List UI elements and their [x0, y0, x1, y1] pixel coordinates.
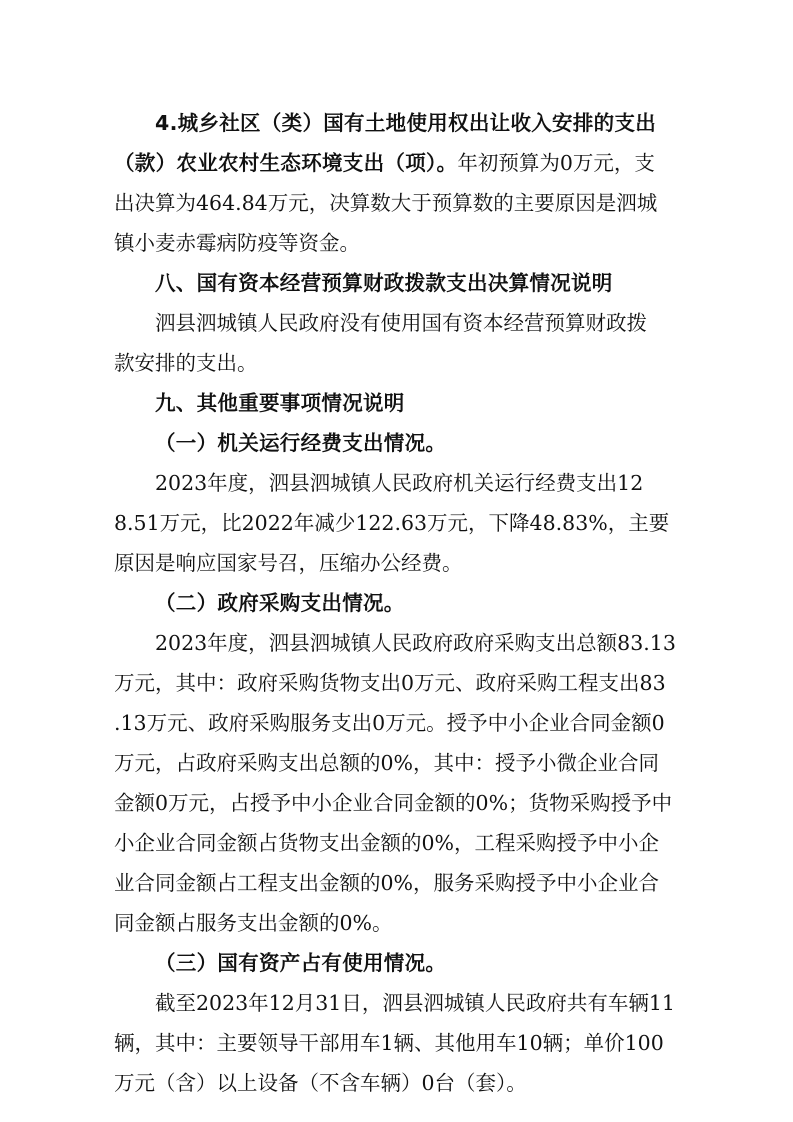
- section4-line2: [114, 143, 680, 183]
- section9-sub3-line3: 万元（含）以上设备（不含车辆）0台（套）。: [114, 1071, 527, 1095]
- section8-heading: 八、国有资本经营预算财政拨款支出决算情况说明: [155, 271, 613, 295]
- section9-sub1-heading: （一）机关运行经费支出情况。: [155, 431, 447, 455]
- section9-sub2-line8: 同金额占服务支出金额的0%。: [114, 911, 393, 935]
- section9-sub3-line2: 辆，其中：主要领导干部用车1辆、其他用车10辆；单价100: [114, 1031, 664, 1055]
- section9-sub1-line1: 2023年度，泗县泗城镇人民政府机关运行经费支出12: [155, 471, 644, 495]
- section4-text-line3: 出决算为464.84万元，决算数大于预算数的主要原因是泗城: [114, 191, 658, 215]
- section4-title-line2: （款）农业农村生态环境支出（项）。: [114, 151, 458, 175]
- section9-sub1-line2: 8.51万元，比2022年减少122.63万元，下降48.83%，主要: [114, 511, 670, 535]
- section9-heading: 九、其他重要事项情况说明: [155, 391, 405, 415]
- section4-text-line4: 镇小麦赤霉病防疫等资金。: [114, 231, 360, 255]
- section4-text-line2: 年初预算为0万元，支: [457, 151, 655, 175]
- section8-text-line2: 款安排的支出。: [114, 351, 258, 375]
- section4-title-line1: 4.城乡社区（类）国有土地使用权出让收入安排的支出: [155, 111, 657, 135]
- section9-sub3-line1: 截至2023年12月31日，泗县泗城镇人民政府共有车辆11: [155, 991, 675, 1015]
- section9-sub2-line1: 2023年度，泗县泗城镇人民政府政府采购支出总额83.13: [155, 631, 676, 655]
- section9-sub2-line4: 万元，占政府采购支出总额的0%，其中：授予小微企业合同: [114, 751, 660, 775]
- document-page: [114, 103, 680, 1103]
- section9-sub2-line3: .13万元、政府采购服务支出0万元。授予中小企业合同金额0: [114, 711, 665, 735]
- section8-text-line1: 泗县泗城镇人民政府没有使用国有资本经营预算财政拨: [155, 311, 647, 335]
- section9-sub1-line3: 原因是响应国家号召，压缩办公经费。: [114, 551, 463, 575]
- section9-sub2-heading: （二）政府采购支出情况。: [155, 591, 405, 615]
- section9-sub3-heading: （三）国有资产占有使用情况。: [155, 951, 447, 975]
- section9-sub2-line6: 小企业合同金额占货物支出金额的0%，工程采购授予中小企: [114, 831, 660, 855]
- section9-sub2-line5: 金额0万元，占授予中小企业合同金额的0%；货物采购授予中: [114, 791, 673, 815]
- section9-sub2-line7: 业合同金额占工程支出金额的0%，服务采购授予中小企业合: [114, 871, 660, 895]
- section9-sub2-line2: 万元，其中：政府采购货物支出0万元、政府采购工程支出83: [114, 671, 666, 695]
